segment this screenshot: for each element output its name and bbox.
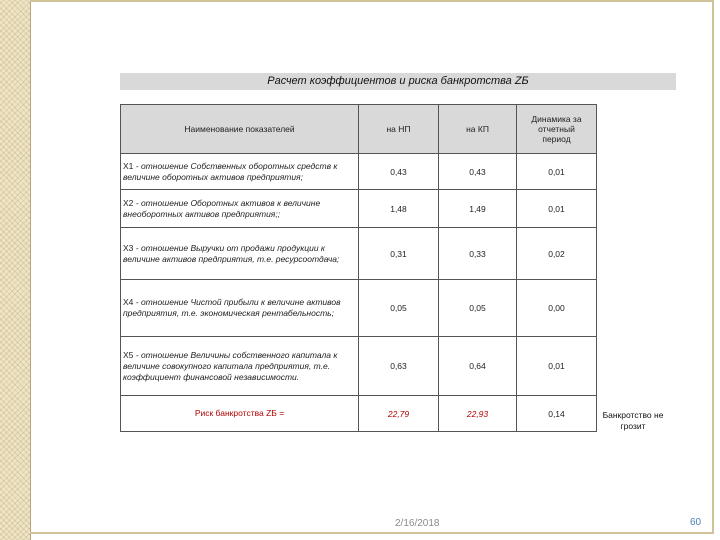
value-start: 0,05: [359, 280, 439, 337]
footer-date: 2/16/2018: [395, 518, 440, 529]
header-dynamics: Динамика за отчетный период: [517, 105, 597, 154]
row-description: - отношение Собственных оборотных средств к величине оборотных активов предприятия;: [123, 160, 338, 182]
value-dynamics: 0,01: [517, 337, 597, 396]
total-end: 22,93: [439, 396, 517, 432]
row-code: X2: [123, 197, 134, 208]
row-label: [121, 154, 359, 190]
value-dynamics: 0,02: [517, 228, 597, 280]
row-code: X3: [123, 242, 134, 253]
value-dynamics: 0,01: [517, 190, 597, 228]
total-row: [121, 396, 597, 432]
value-start: 0,63: [359, 337, 439, 396]
table-row: [121, 280, 597, 337]
value-start: 1,48: [359, 190, 439, 228]
row-description: - отношение Оборотных активов к величине внеоборотных активов предприятия;;: [123, 197, 321, 219]
value-dynamics: 0,01: [517, 154, 597, 190]
value-dynamics: 0,00: [517, 280, 597, 337]
row-code: X1: [123, 160, 134, 171]
value-end: 0,05: [439, 280, 517, 337]
value-start: 0,43: [359, 154, 439, 190]
table-row: [121, 190, 597, 228]
page-number: 60: [690, 517, 702, 528]
header-start-period: на НП: [359, 105, 439, 154]
slide-title: Расчет коэффициентов и риска банкротства ZБ: [120, 73, 676, 90]
value-end: 0,43: [439, 154, 517, 190]
row-description: - отношение Выручки от продажи продукции к величине активов предприятия, т.е. ресурсоотдача;: [123, 242, 340, 264]
value-start: 0,31: [359, 228, 439, 280]
row-label: [121, 190, 359, 228]
table-header-row: [121, 105, 597, 154]
decorative-side-bar: [0, 0, 31, 540]
row-description: - отношение Чистой прибыли к величине активов предприятия, т.е. экономическая рентабельность;: [123, 297, 341, 318]
total-start: 22,79: [359, 396, 439, 432]
row-description: - отношение Величины собственного капитала к величине совокупного капитала предприятия, т.е. коэффициент финансовой независимости.: [123, 349, 338, 382]
bankruptcy-risk-table: [120, 104, 597, 432]
value-end: 0,33: [439, 228, 517, 280]
row-label: [121, 228, 359, 280]
value-end: 1,49: [439, 190, 517, 228]
row-code: X5: [123, 349, 134, 360]
table-row: [121, 154, 597, 190]
conclusion-note: Банкротство не грозит: [602, 410, 664, 431]
row-label: [121, 337, 359, 396]
row-label: [121, 280, 359, 337]
total-dynamics: 0,14: [517, 396, 597, 432]
total-label: Риск банкротства ZБ =: [121, 396, 359, 432]
table-row: [121, 228, 597, 280]
header-end-period: на КП: [439, 105, 517, 154]
value-end: 0,64: [439, 337, 517, 396]
header-indicator-name: Наименование показателей: [121, 105, 359, 154]
table-row: [121, 337, 597, 396]
row-code: X4: [123, 297, 134, 307]
